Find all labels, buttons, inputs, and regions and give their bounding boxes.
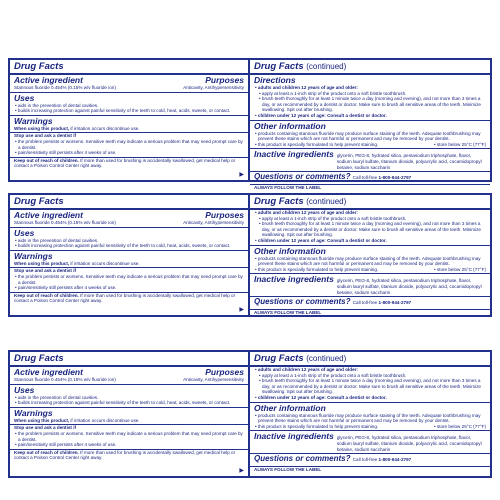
uses-header: Uses [14,227,35,238]
directions-item: • adults and children 12 years of age and older: [255,85,358,90]
uses-item: • aids in the prevention of dental cavities. [15,102,99,108]
warnings-header: Warnings [14,250,53,261]
drug-facts-right-column [250,195,490,315]
stop-use-heading: Stop use and ask a dentist if [14,268,77,274]
other-info-item: • products containing stannous fluoride may produce surface staining of the teeth. Adequate toothbrushing may prevent these stains which are not harmful or permanent and may be removed by your dentist. [255,412,481,424]
drug-facts-continued-title: Drug Facts (continued) [254,353,347,364]
stop-use-heading: Stop use and ask a dentist if [14,425,77,431]
other-info-item: • products containing stannous fluoride may produce surface staining of the teeth. Adequate toothbrushing may prevent these stains which are not harmful or permanent and may be removed by your dentist. [255,255,481,267]
directions-item: • children under 12 years of age: Consult a dentist or doctor. [255,237,387,243]
uses-header: Uses [14,384,35,395]
stop-use-item: • pain/sensitivity still persists after 4 weeks of use. [15,285,117,291]
purposes-header: Purposes [205,75,244,85]
drug-facts-title: Drug Facts [14,353,64,364]
active-ingredient-header: Active ingredient [14,367,83,377]
inactive-ingredients-text: glycerin, PEG-8, hydrated silica, pentasodium triphosphate, flavor, sodium lauryl sulfate, titanium dioxide, polyacrylic acid, cocamidopropyl betaine, sodium saccharin [336,153,482,170]
purposes-header: Purposes [205,210,244,220]
other-info-item: • products containing stannous fluoride may produce surface staining of the teeth. Adequate toothbrushing may prevent these stains which are not harmful or permanent and may be removed by your dentist. [255,130,481,142]
drug-facts-right-column [250,60,490,191]
directions-item: • apply at least a 1-inch strip of the product onto a soft bristle toothbrush. [259,215,407,221]
other-info-item: • this product is specially formulated to help prevent staining. [255,266,379,272]
other-info-item: • this product is specially formulated to help prevent staining. [255,141,379,147]
uses-header: Uses [14,92,35,103]
drug-facts-continued-title: Drug Facts (continued) [254,196,347,207]
directions-item: • brush teeth thoroughly for at least 1 minute twice a day (morning and evening), and not more than 3 times a day, or as recommended by a dentist or doctor. Make sure to brush all sensitive areas of the teeth. Minimize swallowing. Spit out after brushing. [259,221,481,238]
always-follow-label: ALWAYS FOLLOW THE LABEL [254,185,322,191]
other-info-item: • this product is specially formulated to help prevent staining. [255,423,379,429]
other-information-header: Other information [254,120,326,131]
keep-out-text: Keep out of reach of children. If more than used for brushing is accidentally swallowed, get medical help or contact a Poison Control Center right away. [14,157,236,169]
other-info-item: • store below 25°C (77°F) [433,266,486,272]
other-info-row [254,267,486,273]
when-using-text: When using this product, if irritation occurs discontinue use. [14,417,140,423]
questions-row: Questions or comments? Call toll-free 1-800-944-2797 [254,172,412,182]
directions-item: • apply at least a 1-inch strip of the product onto a soft bristle toothbrush. [259,90,407,96]
uses-item: • builds increasing protection against painful sensitivity of the teeth to cold, heat, acids, sweets, or contact. [15,400,231,406]
directions-item: • apply at least a 1-inch strip of the product onto a soft bristle toothbrush. [259,372,407,378]
active-purpose-text: Anticavity, Antihypersensitivity [183,220,244,225]
drug-facts-panel [8,193,492,317]
active-purpose-text: Anticavity, Antihypersensitivity [183,377,244,382]
continue-arrow-icon: ▶ [239,172,244,178]
questions-row: Questions or comments? Call toll-free 1-800-944-2797 [254,454,412,464]
when-using-text: When using this product, if irritation occurs discontinue use. [14,125,140,131]
directions-item: • children under 12 years of age: Consult a dentist or doctor. [255,394,387,400]
directions-item: • adults and children 12 years of age and older: [255,210,358,215]
inactive-ingredients-row [254,431,486,452]
inactive-ingredients-row [254,274,486,295]
other-information-header: Other information [254,402,326,413]
inactive-ingredients-header: Inactive ingredients [254,431,334,442]
stop-use-item: • pain/sensitivity still persists after 4 weeks of use. [15,442,117,448]
other-info-item: • store below 25°C (77°F) [433,423,486,429]
drug-facts-continued-title: Drug Facts (continued) [254,61,347,72]
active-ingredient-text: Stannous fluoride 0.454% (0.15% w/v fluoride ion) [14,85,116,90]
stop-use-item: • pain/sensitivity still persists after 4 weeks of use. [15,150,117,156]
drug-facts-left-column [10,60,250,180]
drug-facts-title: Drug Facts [14,61,64,72]
drug-facts-title: Drug Facts [14,196,64,207]
drug-facts-panel [8,350,492,478]
inactive-ingredients-header: Inactive ingredients [254,149,334,160]
warnings-header: Warnings [14,115,53,126]
always-follow-label: ALWAYS FOLLOW THE LABEL [254,467,322,473]
directions-header: Directions [254,75,296,85]
drug-facts-left-column [10,352,250,476]
purposes-header: Purposes [205,367,244,377]
other-info-item: • store below 25°C (77°F) [433,141,486,147]
active-ingredient-header: Active ingredient [14,210,83,220]
stop-use-item: • the problem persists or worsens. Sensitive teeth may indicate a serious problem that may need prompt care by a dentist. [15,273,243,285]
continue-arrow-icon: ▶ [239,307,244,313]
drug-facts-panel [8,58,492,191]
uses-item: • builds increasing protection against painful sensitivity of the teeth to cold, heat, acids, sweets, or contact. [15,108,231,114]
always-follow-label: ALWAYS FOLLOW THE LABEL [254,310,322,316]
active-ingredient-text: Stannous fluoride 0.454% (0.15% w/v fluoride ion) [14,377,116,382]
inactive-ingredients-text: glycerin, PEG-8, hydrated silica, pentasodium triphosphate, flavor, sodium lauryl sulfate, titanium dioxide, polyacrylic acid, cocamidopropyl betaine, sodium saccharin [336,278,482,295]
directions-item: • brush teeth thoroughly for at least 1 minute twice a day (morning and evening), and not more than 3 times a day, or as recommended by a dentist or doctor. Make sure to brush all sensitive areas of the teeth. Minimize swallowing. Spit out after brushing. [259,96,481,113]
other-information-header: Other information [254,245,326,256]
uses-item: • aids in the prevention of dental cavities. [15,394,99,400]
stop-use-item: • the problem persists or worsens. Sensitive teeth may indicate a serious problem that may need prompt care by a dentist. [15,138,243,150]
questions-row: Questions or comments? Call toll-free 1-800-944-2797 [254,297,412,307]
stop-use-item: • the problem persists or worsens. Sensitive teeth may indicate a serious problem that may need prompt care by a dentist. [15,430,243,442]
active-ingredient-text: Stannous fluoride 0.454% (0.15% w/v fluoride ion) [14,220,116,225]
when-using-text: When using this product, if irritation occurs discontinue use. [14,260,140,266]
other-info-row [254,424,486,430]
warnings-header: Warnings [14,407,53,418]
directions-item: • brush teeth thoroughly for at least 1 minute twice a day (morning and evening), and not more than 3 times a day, or as recommended by a dentist or doctor. Make sure to brush all sensitive areas of the teeth. Minimize swallowing. Spit out after brushing. [259,378,481,395]
keep-out-text: Keep out of reach of children. If more than used for brushing is accidentally swallowed, get medical help or contact a Poison Control Center right away. [14,292,236,304]
drug-facts-left-column [10,195,250,315]
continue-arrow-icon: ▶ [239,468,244,474]
other-info-row [254,142,486,148]
inactive-ingredients-text: glycerin, PEG-8, hydrated silica, pentasodium triphosphate, flavor, sodium lauryl sulfate, titanium dioxide, polyacrylic acid, cocamidopropyl betaine, sodium saccharin [336,435,482,452]
active-ingredient-header: Active ingredient [14,75,83,85]
active-purpose-text: Anticavity, Antihypersensitivity [183,85,244,90]
directions-item: • children under 12 years of age: Consult a dentist or doctor. [255,112,387,118]
inactive-ingredients-row [254,149,486,170]
stop-use-heading: Stop use and ask a dentist if [14,133,77,139]
uses-item: • builds increasing protection against painful sensitivity of the teeth to cold, heat, acids, sweets, or contact. [15,243,231,249]
directions-item: • adults and children 12 years of age and older: [255,367,358,372]
keep-out-text: Keep out of reach of children. If more than used for brushing is accidentally swallowed, get medical help or contact a Poison Control Center right away. [14,449,236,461]
uses-item: • aids in the prevention of dental cavities. [15,237,99,243]
drug-facts-right-column [250,352,490,476]
inactive-ingredients-header: Inactive ingredients [254,274,334,285]
